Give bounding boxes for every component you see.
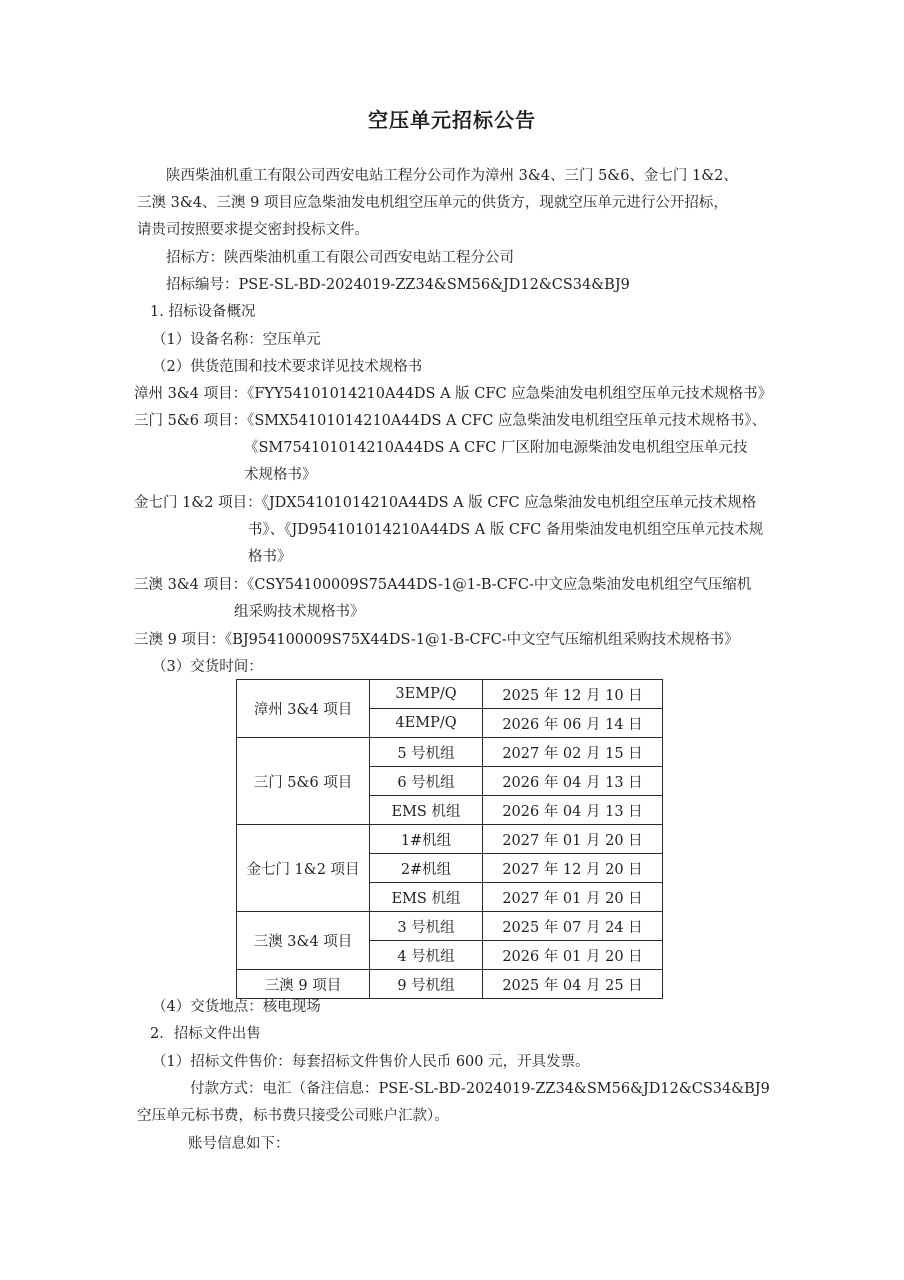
table-row: [237, 970, 663, 999]
unit-cell: 3 号机组: [370, 912, 483, 941]
unit-cell: 9 号机组: [370, 970, 483, 999]
spec-line: 三澳 9 项目：《BJ954100009S75X44DS-1@1-B-CFC-中文空气压缩机组采购技术规格书》: [134, 632, 739, 648]
unit-cell: 4 号机组: [370, 941, 483, 970]
spec-line: 格书》: [248, 549, 292, 565]
unit-cell: 1#机组: [370, 825, 483, 854]
spec-line: 术规格书》: [244, 467, 317, 483]
project-cell: 三澳 3&4 项目: [237, 912, 370, 970]
supply-scope-line: （2）供货范围和技术要求详见技术规格书: [152, 359, 423, 375]
date-cell: 2026 年 01 月 20 日: [483, 941, 663, 970]
intro-line: 陕西柴油机重工有限公司西安电站工程分公司作为漳州 3&4、三门 5&6、金七门 1&2、: [166, 168, 738, 184]
date-cell: 2027 年 12 月 20 日: [483, 854, 663, 883]
date-cell: 2026 年 04 月 13 日: [483, 767, 663, 796]
delivery-schedule-table: [236, 679, 663, 999]
unit-cell: 3EMP/Q: [370, 680, 483, 709]
section-2-heading: 2．招标文件出售: [150, 1026, 261, 1042]
table-row: [237, 738, 663, 767]
table-row: [237, 825, 663, 854]
date-cell: 2025 年 07 月 24 日: [483, 912, 663, 941]
spec-line: 金七门 1&2 项目：《JDX54101014210A44DS A 版 CFC 应急柴油发电机组空压单元技术规格: [134, 495, 757, 511]
intro-line: 请贵司按照要求提交密封投标文件。: [137, 222, 369, 238]
document-price-line: （1）招标文件售价：每套招标文件售价人民币 600 元，开具发票。: [152, 1054, 590, 1070]
date-cell: 2027 年 02 月 15 日: [483, 738, 663, 767]
date-cell: 2027 年 01 月 20 日: [483, 825, 663, 854]
intro-line: 三澳 3&4、三澳 9 项目应急柴油发电机组空压单元的供货方，现就空压单元进行公开招标，: [137, 195, 728, 211]
date-cell: 2027 年 01 月 20 日: [483, 883, 663, 912]
spec-line: 书》、《JD954101014210A44DS A 版 CFC 备用柴油发电机组空压单元技术规: [248, 522, 764, 538]
date-cell: 2025 年 12 月 10 日: [483, 680, 663, 709]
tender-number-line: 招标编号：PSE-SL-BD-2024019-ZZ34&SM56&JD12&CS34&BJ9: [166, 277, 630, 293]
date-cell: 2025 年 04 月 25 日: [483, 970, 663, 999]
unit-cell: EMS 机组: [370, 796, 483, 825]
spec-line: 《SM754101014210A44DS A CFC 厂区附加电源柴油发电机组空压单元技: [244, 440, 748, 456]
account-info-line: 账号信息如下：: [188, 1136, 290, 1152]
tenderer-line: 招标方：陕西柴油机重工有限公司西安电站工程分公司: [166, 250, 514, 266]
project-cell: 三澳 9 项目: [237, 970, 370, 999]
payment-line: 空压单元标书费，标书费只接受公司账户汇款）。: [137, 1108, 449, 1124]
project-cell: 金七门 1&2 项目: [237, 825, 370, 912]
unit-cell: 5 号机组: [370, 738, 483, 767]
delivery-location-line: （4）交货地点：核电现场: [152, 999, 321, 1015]
unit-cell: EMS 机组: [370, 883, 483, 912]
spec-line: 漳州 3&4 项目：《FYY54101014210A44DS A 版 CFC 应急柴油发电机组空压单元技术规格书》: [134, 386, 773, 402]
unit-cell: 6 号机组: [370, 767, 483, 796]
spec-line: 三澳 3&4 项目：《CSY54100009S75A44DS-1@1-B-CFC-中文应急柴油发电机组空气压缩机: [134, 577, 752, 593]
document-title: 空压单元招标公告: [368, 108, 536, 132]
date-cell: 2026 年 06 月 14 日: [483, 709, 663, 738]
equipment-name-line: （1）设备名称：空压单元: [152, 332, 321, 348]
project-cell: 三门 5&6 项目: [237, 738, 370, 825]
section-1-heading: 1. 招标设备概况: [150, 304, 256, 320]
spec-line: 组采购技术规格书》: [234, 604, 365, 620]
unit-cell: 4EMP/Q: [370, 709, 483, 738]
unit-cell: 2#机组: [370, 854, 483, 883]
table-row: [237, 912, 663, 941]
delivery-time-line: （3）交货时间：: [152, 659, 263, 675]
spec-line: 三门 5&6 项目：《SMX54101014210A44DS A CFC 应急柴油发电机组空压单元技术规格书》、: [134, 413, 767, 429]
table-row: [237, 680, 663, 709]
date-cell: 2026 年 04 月 13 日: [483, 796, 663, 825]
payment-line: 付款方式：电汇（备注信息：PSE-SL-BD-2024019-ZZ34&SM56&JD12&CS34&BJ9: [190, 1081, 770, 1097]
project-cell: 漳州 3&4 项目: [237, 680, 370, 738]
